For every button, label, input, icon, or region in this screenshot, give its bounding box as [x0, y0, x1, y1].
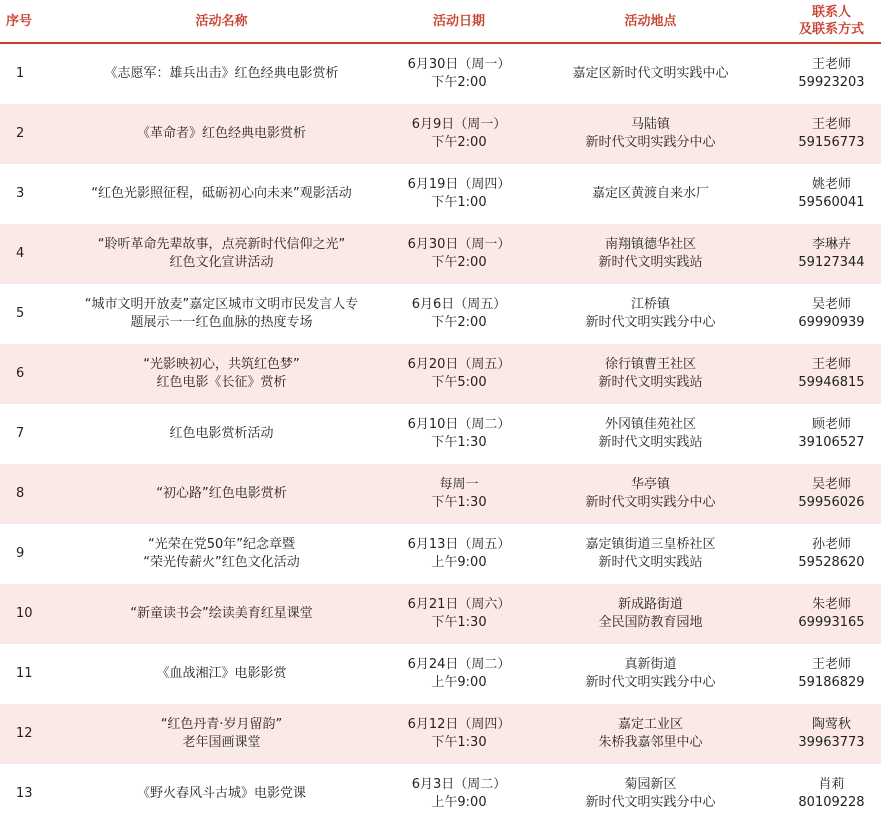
activity-location — [519, 584, 782, 644]
activity-date — [399, 284, 519, 344]
contact-info-line: 39106527 — [798, 435, 865, 450]
contact-info-line: 王老师 — [811, 117, 851, 132]
activity-location-line: 新时代文明实践分中心 — [585, 675, 716, 690]
activity-location-line: 嘉定区新时代文明实践中心 — [572, 66, 729, 81]
contact-info — [782, 704, 881, 764]
activity-name-line: “聆听革命先辈故事，点亮新时代信仰之光” — [97, 237, 346, 252]
activity-name-line: 《野火春风斗古城》电影党课 — [136, 786, 306, 801]
activity-date — [399, 464, 519, 524]
activity-name-line: “光荣在党50年”纪念章暨 — [147, 537, 295, 552]
contact-info — [782, 464, 881, 524]
activity-name-line: 《志愿军：雄兵出击》红色经典电影赏析 — [104, 66, 339, 81]
contact-info — [782, 344, 881, 404]
activity-location-line: 全民国防教育园地 — [598, 615, 703, 630]
contact-info-line: 59156773 — [798, 135, 865, 150]
table-row — [0, 284, 881, 344]
contact-info-line: 陶莺秋 — [811, 717, 851, 732]
activity-location — [519, 43, 782, 104]
activity-location — [519, 644, 782, 704]
activity-date — [399, 164, 519, 224]
header-contact — [782, 0, 881, 43]
contact-info-line: 59560041 — [798, 195, 865, 210]
activity-location-line: 真新街道 — [624, 657, 677, 672]
header-date: 活动日期 — [399, 0, 519, 43]
activity-date-line: 6月21日（周六） — [407, 597, 511, 612]
row-number: 6 — [0, 344, 44, 404]
activity-date-line: 每周一 — [439, 477, 479, 492]
activity-location-line: 嘉定镇街道三皇桥社区 — [585, 537, 716, 552]
activity-location-line: 新时代文明实践分中心 — [585, 495, 716, 510]
activity-name-line: “初心路”红色电影赏析 — [156, 486, 287, 501]
header-row — [0, 0, 881, 43]
contact-info-line: 69990939 — [798, 315, 865, 330]
contact-info-line: 69993165 — [798, 615, 865, 630]
contact-info-line: 59186829 — [798, 675, 865, 690]
activity-date-line: 下午1:30 — [431, 435, 487, 450]
activity-location — [519, 104, 782, 164]
activity-location — [519, 524, 782, 584]
contact-info — [782, 284, 881, 344]
activity-date-line: 下午1:00 — [431, 195, 487, 210]
activity-date — [399, 104, 519, 164]
contact-info-line: 80109228 — [798, 795, 865, 810]
activity-location-line: 新时代文明实践分中心 — [585, 315, 716, 330]
activity-date — [399, 43, 519, 104]
row-number: 2 — [0, 104, 44, 164]
contact-info-line: 59528620 — [798, 555, 865, 570]
activity-location-line: 新成路街道 — [617, 597, 683, 612]
activity-date-line: 6月13日（周五） — [407, 537, 511, 552]
table-row — [0, 43, 881, 104]
activity-location-line: 新时代文明实践站 — [598, 435, 703, 450]
activity-name-line: 《革命者》红色经典电影赏析 — [136, 126, 306, 141]
activity-location — [519, 164, 782, 224]
contact-info-line: 孙老师 — [811, 537, 851, 552]
activity-name-line: 红色电影赏析活动 — [169, 426, 274, 441]
contact-info — [782, 644, 881, 704]
activity-date-line: 下午2:00 — [431, 135, 487, 150]
activity-date — [399, 764, 519, 824]
row-number: 4 — [0, 224, 44, 284]
table-row — [0, 344, 881, 404]
activity-name — [44, 104, 399, 164]
activity-date — [399, 584, 519, 644]
contact-info-line: 顾老师 — [811, 417, 851, 432]
activity-date — [399, 344, 519, 404]
contact-info-line: 王老师 — [811, 357, 851, 372]
activity-date-line: 下午5:00 — [431, 375, 487, 390]
activity-date-line: 下午2:00 — [431, 315, 487, 330]
contact-info-line: 吴老师 — [811, 297, 851, 312]
activity-name-line: 红色电影《长征》赏析 — [156, 375, 287, 390]
contact-info — [782, 524, 881, 584]
activity-name — [44, 43, 399, 104]
table-row — [0, 584, 881, 644]
activity-name — [44, 644, 399, 704]
activity-date-line: 下午1:30 — [431, 615, 487, 630]
activity-name — [44, 704, 399, 764]
contact-info — [782, 404, 881, 464]
activity-name-line: 《血战湘江》电影影赏 — [156, 666, 287, 681]
table-row — [0, 764, 881, 824]
row-number: 10 — [0, 584, 44, 644]
activity-date-line: 6月20日（周五） — [407, 357, 511, 372]
activity-date-line: 下午1:30 — [431, 735, 487, 750]
activity-location — [519, 464, 782, 524]
activity-name — [44, 344, 399, 404]
activity-location-line: 新时代文明实践站 — [598, 255, 703, 270]
activity-location-line: 菊园新区 — [624, 777, 677, 792]
activity-name-line: “红色丹青·岁月留韵” — [160, 717, 283, 732]
contact-info-line: 59946815 — [798, 375, 865, 390]
activity-name-line: “红色光影照征程，砥砺初心向未来”观影活动 — [91, 186, 352, 201]
activity-date-line: 下午2:00 — [431, 255, 487, 270]
table-row — [0, 164, 881, 224]
contact-info — [782, 43, 881, 104]
activity-date-line: 上午9:00 — [431, 675, 487, 690]
table-row — [0, 644, 881, 704]
activity-location — [519, 284, 782, 344]
activity-date-line: 6月9日（周一） — [411, 117, 507, 132]
row-number: 1 — [16, 66, 25, 81]
activity-name-line: “荣光传薪火”红色文化活动 — [143, 555, 300, 570]
activity-date-line: 6月30日（周一） — [407, 57, 511, 72]
activity-location-line: 南翔镇德华社区 — [604, 237, 696, 252]
activity-location — [519, 344, 782, 404]
row-number: 7 — [16, 426, 25, 441]
contact-info-line: 吴老师 — [811, 477, 851, 492]
row-number: 12 — [0, 704, 44, 764]
contact-info-line: 李琳卉 — [811, 237, 851, 252]
table-row — [0, 524, 881, 584]
activity-name-line: 红色文化宣讲活动 — [169, 255, 274, 270]
activity-date — [399, 404, 519, 464]
activity-date-line: 上午9:00 — [431, 555, 487, 570]
contact-info-line: 59923203 — [798, 75, 865, 90]
row-number: 11 — [16, 666, 33, 681]
contact-info-line: 59956026 — [798, 495, 865, 510]
activity-location-line: 新时代文明实践分中心 — [585, 135, 716, 150]
table-row — [0, 104, 881, 164]
activity-location-line: 嘉定工业区 — [617, 717, 683, 732]
activity-location — [519, 764, 782, 824]
activity-location-line: 华亭镇 — [630, 477, 670, 492]
contact-info — [782, 584, 881, 644]
header-no: 序号 — [0, 0, 44, 43]
activity-date-line: 6月6日（周五） — [411, 297, 507, 312]
activity-location-line: 新时代文明实践分中心 — [585, 795, 716, 810]
activity-location-line: 江桥镇 — [630, 297, 670, 312]
activity-name-line: “城市文明开放麦”嘉定区城市文明市民发言人专 — [84, 297, 359, 312]
contact-info — [782, 764, 881, 824]
table-row — [0, 404, 881, 464]
activity-location-line: 马陆镇 — [630, 117, 670, 132]
activity-location-line: 朱桥我嘉邻里中心 — [598, 735, 703, 750]
activity-name — [44, 404, 399, 464]
activity-date — [399, 224, 519, 284]
activity-date-line: 6月10日（周二） — [407, 417, 511, 432]
activity-name — [44, 764, 399, 824]
activity-location-line: 新时代文明实践站 — [598, 375, 703, 390]
activity-name — [44, 164, 399, 224]
header-location: 活动地点 — [519, 0, 782, 43]
table-row — [0, 704, 881, 764]
activity-name — [44, 524, 399, 584]
activity-name-line: 题展示一一红色血脉的热度专场 — [130, 315, 313, 330]
activity-name — [44, 464, 399, 524]
activity-location — [519, 224, 782, 284]
contact-info-line: 39963773 — [798, 735, 865, 750]
row-number: 5 — [16, 306, 25, 321]
table-row — [0, 224, 881, 284]
activity-location — [519, 704, 782, 764]
activity-location-line: 新时代文明实践站 — [598, 555, 703, 570]
table-body — [0, 43, 881, 824]
contact-info — [782, 164, 881, 224]
activity-name-line: 老年国画课堂 — [182, 735, 261, 750]
contact-info-line: 王老师 — [811, 657, 851, 672]
table-row — [0, 464, 881, 524]
row-number: 13 — [16, 786, 33, 801]
header-name: 活动名称 — [44, 0, 399, 43]
contact-info-line: 王老师 — [811, 57, 851, 72]
row-number: 8 — [0, 464, 44, 524]
activity-location-line: 外冈镇佳苑社区 — [604, 417, 696, 432]
activity-date-line: 下午1:30 — [431, 495, 487, 510]
contact-info-line: 姚老师 — [811, 177, 851, 192]
activity-date-line: 6月30日（周一） — [407, 237, 511, 252]
activity-date-line: 上午9:00 — [431, 795, 487, 810]
activity-name-line: “新童读书会”绘读美育红星课堂 — [130, 606, 313, 621]
activity-name — [44, 224, 399, 284]
activity-name-line: “光影映初心，共筑红色梦” — [143, 357, 300, 372]
contact-info-line: 肖莉 — [818, 777, 845, 792]
activity-date-line: 6月19日（周四） — [407, 177, 511, 192]
contact-info — [782, 224, 881, 284]
activity-date-line: 6月24日（周二） — [407, 657, 511, 672]
header-contact-line1: 联系人 — [811, 5, 851, 20]
activity-date — [399, 644, 519, 704]
activity-date — [399, 524, 519, 584]
row-number: 9 — [16, 546, 25, 561]
activity-name — [44, 584, 399, 644]
contact-info — [782, 104, 881, 164]
activity-date — [399, 704, 519, 764]
activity-name — [44, 284, 399, 344]
row-number: 3 — [16, 186, 25, 201]
header-contact-line2: 及联系方式 — [798, 22, 864, 37]
table-header — [0, 0, 881, 43]
activity-date-line: 6月12日（周四） — [407, 717, 511, 732]
activity-location-line: 徐行镇曹王社区 — [604, 357, 696, 372]
activity-date-line: 6月3日（周二） — [411, 777, 507, 792]
activity-date-line: 下午2:00 — [431, 75, 487, 90]
activity-location — [519, 404, 782, 464]
activity-location-line: 嘉定区黄渡自来水厂 — [591, 186, 709, 201]
contact-info-line: 朱老师 — [811, 597, 851, 612]
contact-info-line: 59127344 — [798, 255, 865, 270]
